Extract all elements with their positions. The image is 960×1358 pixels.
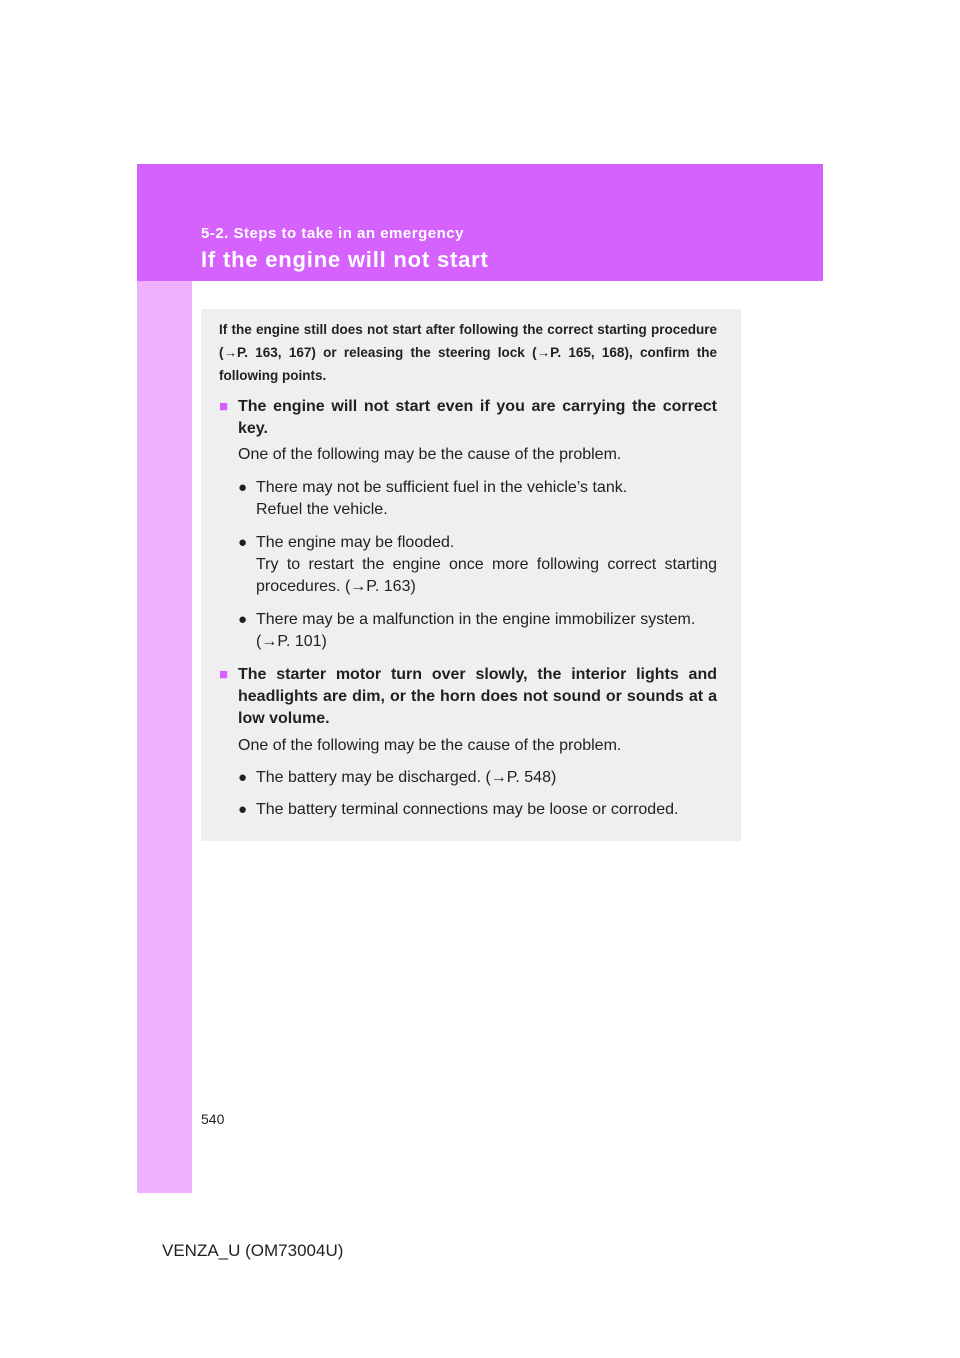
list-item: ● The battery terminal connections may be loose or corroded. <box>238 799 717 821</box>
topic-2-lead: One of the following may be the cause of the problem. <box>238 737 622 754</box>
list-item: ● There may not be sufficient fuel in the vehicle’s tank. Refuel the vehicle. <box>238 479 628 518</box>
bullet-icon: ● <box>238 769 248 786</box>
intro-text: If the engine still does not start after following the correct starting procedure (→P. 163, 167) or releasing the steering lock (→P. 165, 168), confirm the following points. <box>219 322 717 383</box>
bullet-icon: ● <box>238 479 248 496</box>
square-marker-icon: ■ <box>219 666 229 683</box>
topic-1-heading: The engine will not start even if you are carrying the correct key. <box>238 398 717 437</box>
bullet-icon: ● <box>238 801 248 818</box>
side-strip <box>137 164 192 1193</box>
list-item: ● The battery may be discharged. (→P. 548) <box>238 767 717 789</box>
square-marker-icon: ■ <box>219 398 229 415</box>
topic-2-heading: The starter motor turn over slowly, the interior lights and headlights are dim, or the horn does not sound or sounds at a low volume. <box>238 666 717 727</box>
list-item: ● There may be a malfunction in the engine immobilizer system. (→P. 101) <box>238 611 696 650</box>
topic-1-lead: One of the following may be the cause of the problem. <box>238 446 622 463</box>
bullet-icon: ● <box>238 611 248 628</box>
topic-2 <box>219 664 717 730</box>
bullet-icon: ● <box>238 534 248 551</box>
topic-1 <box>219 396 717 440</box>
footer-code: VENZA_U (OM73004U) <box>162 1241 344 1260</box>
page-title: If the engine will not start <box>201 247 489 272</box>
page-number: 540 <box>201 1111 225 1127</box>
section-label: 5-2. Steps to take in an emergency <box>201 225 464 242</box>
list-item: ● The engine may be flooded. Try to restart the engine once more following correct starting procedures. (→P. 163) <box>238 534 717 595</box>
